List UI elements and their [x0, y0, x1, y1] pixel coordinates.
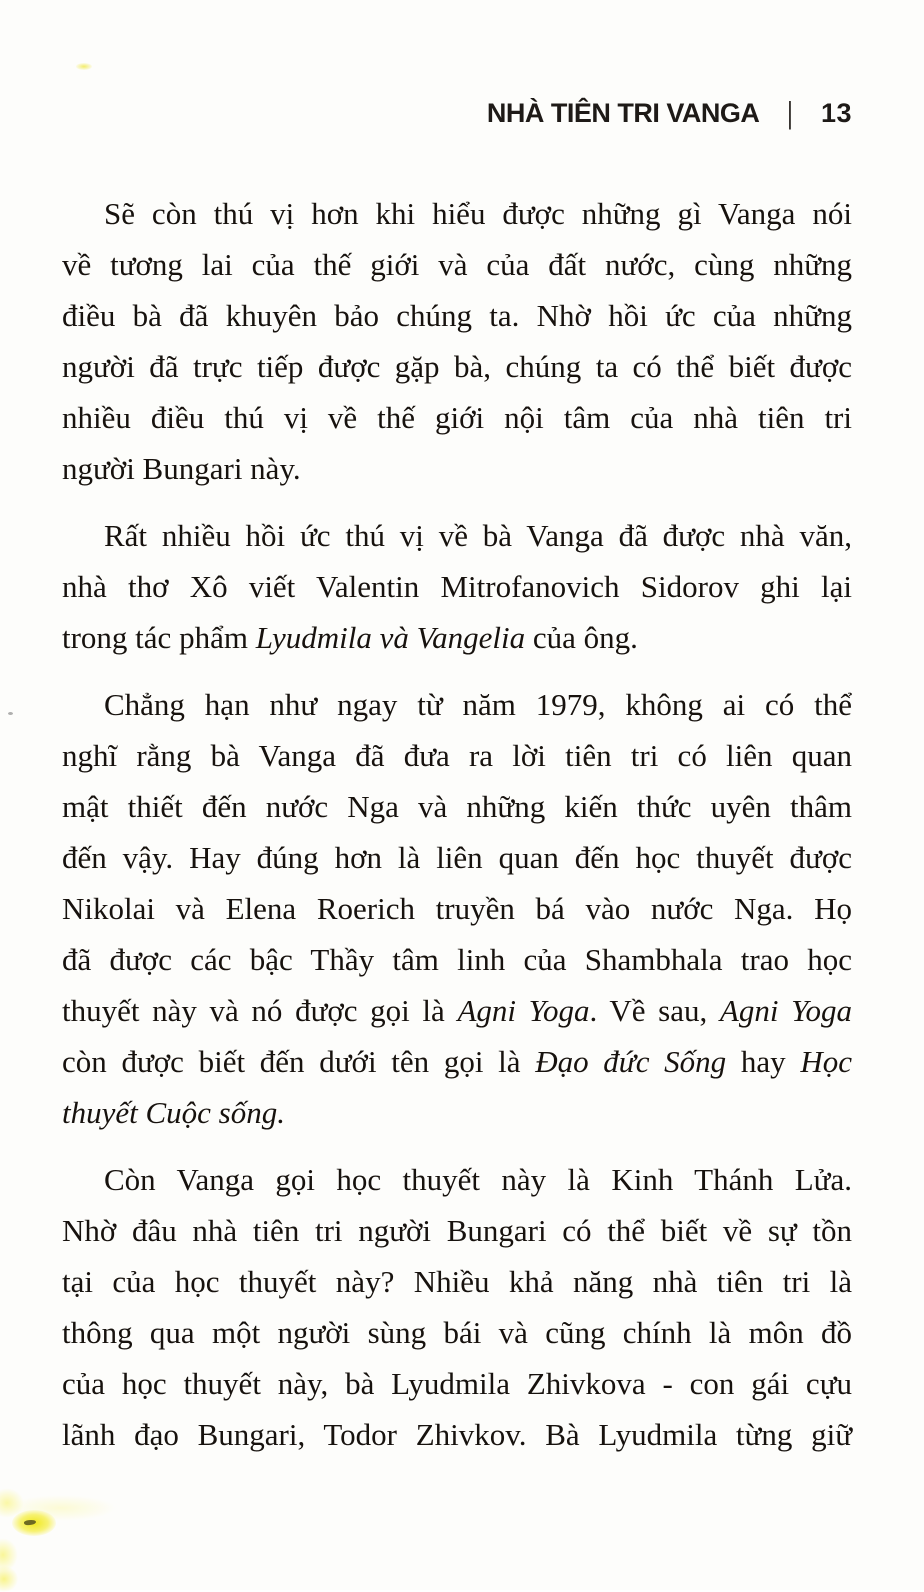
page-body	[62, 188, 852, 1460]
paragraph-1	[62, 188, 852, 494]
text-line	[62, 1154, 852, 1205]
scan-smudge	[0, 1488, 24, 1518]
text-line	[62, 1087, 852, 1138]
header-separator: |	[787, 95, 793, 130]
text-line	[62, 679, 852, 730]
text-line	[62, 832, 852, 883]
text-line	[62, 730, 852, 781]
text-line	[62, 1256, 852, 1307]
text-segment: của học thuyết này, bà Lyudmila Zhivkova - con gái cựu	[62, 1366, 852, 1401]
text-line	[62, 1036, 852, 1087]
text-line	[62, 239, 852, 290]
scan-smudge	[6, 1495, 116, 1521]
text-segment: Nhờ đâu nhà tiên tri người Bungari có thể biết về sự tồn	[62, 1213, 852, 1248]
text-line	[62, 612, 852, 663]
page-number: 13	[820, 97, 852, 128]
text-line	[62, 1307, 852, 1358]
italic-text: Đạo đức Sống	[535, 1044, 727, 1079]
paragraph-2	[62, 510, 852, 663]
text-segment: hay	[726, 1044, 801, 1079]
text-segment: Rất nhiều hồi ức thú vị về bà Vanga đã được nhà văn,	[104, 518, 852, 553]
italic-text: Agni Yoga	[457, 993, 590, 1028]
text-segment: . Về sau,	[589, 993, 720, 1028]
text-line	[62, 290, 852, 341]
text-line	[62, 934, 852, 985]
text-line	[62, 781, 852, 832]
text-segment: điều bà đã khuyên bảo chúng ta. Nhờ hồi ức của những	[62, 298, 852, 333]
text-segment: Sẽ còn thú vị hơn khi hiểu được những gì Vanga nói	[104, 196, 852, 231]
text-segment: người Bungari này.	[62, 451, 301, 486]
text-segment: Nikolai và Elena Roerich truyền bá vào nước Nga. Họ	[62, 891, 852, 926]
text-line	[62, 341, 852, 392]
scan-smudge	[0, 1538, 18, 1572]
text-segment: lãnh đạo Bungari, Todor Zhivkov. Bà Lyudmila từng giữ	[62, 1417, 852, 1452]
paragraph-4	[62, 1154, 852, 1460]
paragraph-3	[62, 679, 852, 1138]
text-line	[62, 392, 852, 443]
text-line	[62, 1358, 852, 1409]
text-line	[62, 1409, 852, 1460]
text-segment: trong tác phẩm	[62, 620, 256, 655]
text-segment: về tương lai của thế giới và của đất nước, cùng những	[62, 247, 852, 282]
italic-text: thuyết Cuộc sống.	[62, 1095, 285, 1130]
text-segment: Chẳng hạn như ngay từ năm 1979, không ai có thể	[104, 687, 852, 722]
text-line	[62, 985, 852, 1036]
text-line	[62, 561, 852, 612]
scan-speck	[8, 712, 13, 715]
text-line	[62, 883, 852, 934]
page-header	[487, 95, 852, 131]
text-segment: mật thiết đến nước Nga và những kiến thức uyên thâm	[62, 789, 852, 824]
text-segment: người đã trực tiếp được gặp bà, chúng ta có thể biết được	[62, 349, 852, 384]
text-line	[62, 443, 852, 494]
text-segment: Còn Vanga gọi học thuyết này là Kinh Thánh Lửa.	[104, 1162, 852, 1197]
running-title: NHÀ TIÊN TRI VANGA	[486, 97, 760, 128]
text-line	[62, 188, 852, 239]
text-line	[62, 510, 852, 561]
text-segment: tại của học thuyết này? Nhiều khả năng nhà tiên tri là	[62, 1264, 852, 1299]
italic-text: Lyudmila và Vangelia	[255, 620, 526, 655]
text-segment: nghĩ rằng bà Vanga đã đưa ra lời tiên tri có liên quan	[62, 738, 852, 773]
text-segment: còn được biết đến dưới tên gọi là	[62, 1044, 536, 1079]
scan-smudge	[12, 1510, 56, 1536]
text-segment: nhà thơ Xô viết Valentin Mitrofanovich Sidorov ghi lại	[62, 569, 852, 604]
italic-text: Agni Yoga	[719, 993, 852, 1028]
text-segment: đến vậy. Hay đúng hơn là liên quan đến học thuyết được	[62, 840, 852, 875]
text-segment: thông qua một người sùng bái và cũng chính là môn đồ	[62, 1315, 852, 1350]
text-segment: đã được các bậc Thầy tâm linh của Shambhala trao học	[62, 942, 852, 977]
text-segment: của ông.	[525, 620, 638, 655]
text-segment: thuyết này và nó được gọi là	[62, 993, 458, 1028]
scan-smudge-dark-mark	[24, 1519, 37, 1526]
text-segment: nhiều điều thú vị về thế giới nội tâm của nhà tiên tri	[62, 400, 852, 435]
scan-smudge	[0, 1566, 18, 1592]
text-line	[62, 1205, 852, 1256]
scan-smudge	[76, 63, 92, 70]
italic-text: Học	[800, 1044, 852, 1079]
